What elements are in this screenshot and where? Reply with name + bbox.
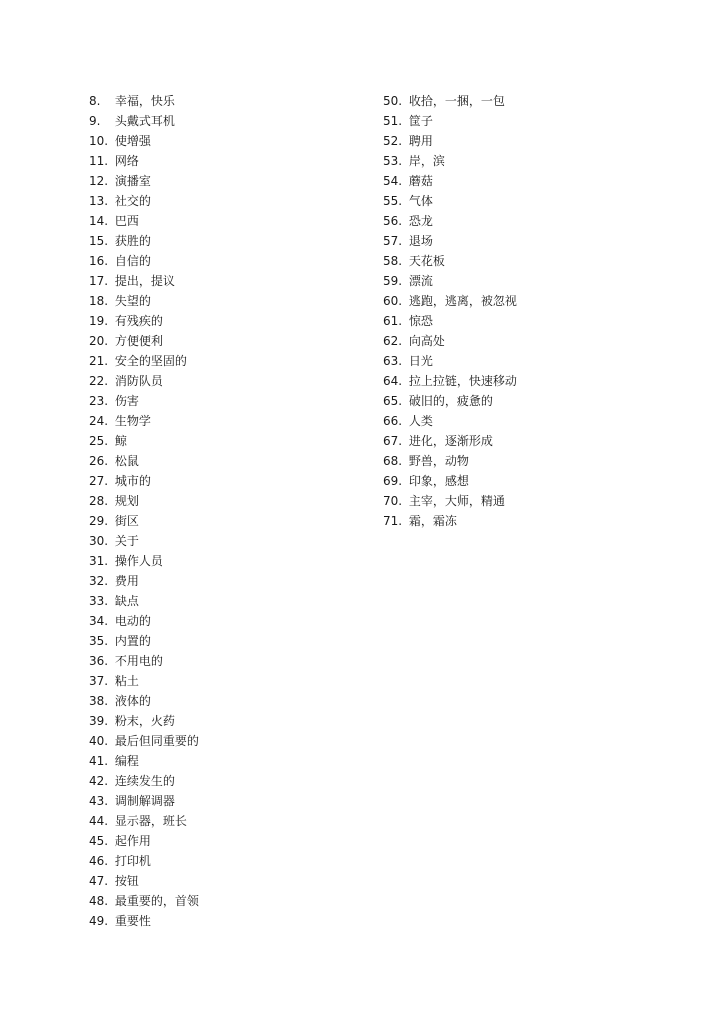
entry-meaning: 粘土 [114, 674, 139, 688]
entry-meaning: 幸福，快乐 [114, 94, 175, 108]
entry-meaning: 伤害 [114, 394, 139, 408]
entry-number: 23. [89, 394, 109, 408]
entry-meaning: 收拾，一捆，一包 [408, 94, 505, 108]
entry-meaning: 巴西 [114, 214, 139, 228]
entry-number: 67. [383, 434, 403, 448]
entry-number: 15. [89, 234, 109, 248]
entry-number: 54. [383, 174, 403, 188]
vocabulary-entry [89, 291, 199, 311]
vocabulary-entry [383, 511, 517, 531]
vocabulary-entry [89, 811, 199, 831]
entry-number: 9. [89, 114, 101, 128]
entry-meaning: 野兽，动物 [408, 454, 469, 468]
entry-number: 45. [89, 834, 109, 848]
vocabulary-entry [383, 491, 517, 511]
entry-meaning: 调制解调器 [114, 794, 175, 808]
entry-meaning: 破旧的，疲惫的 [408, 394, 493, 408]
entry-number: 59. [383, 274, 403, 288]
vocabulary-entry [89, 851, 199, 871]
vocabulary-entry [383, 151, 517, 171]
entry-number: 68. [383, 454, 403, 468]
entry-number: 60. [383, 294, 403, 308]
vocabulary-entry [89, 691, 199, 711]
vocabulary-entry [383, 231, 517, 251]
vocabulary-entry [89, 731, 199, 751]
entry-number: 33. [89, 594, 109, 608]
entry-meaning: 操作人员 [114, 554, 163, 568]
vocabulary-entry [89, 671, 199, 691]
vocabulary-entry [89, 551, 199, 571]
entry-meaning: 城市的 [114, 474, 151, 488]
vocabulary-entry [383, 411, 517, 431]
vocabulary-entry [89, 751, 199, 771]
vocabulary-entry [383, 131, 517, 151]
entry-number: 46. [89, 854, 109, 868]
entry-meaning: 街区 [114, 514, 139, 528]
entry-number: 47. [89, 874, 109, 888]
entry-number: 20. [89, 334, 109, 348]
vocabulary-entry [383, 291, 517, 311]
entry-meaning: 网络 [114, 154, 139, 168]
entry-number: 8. [89, 94, 101, 108]
vocabulary-entry [89, 911, 199, 931]
vocabulary-entry [383, 171, 517, 191]
entry-number: 42. [89, 774, 109, 788]
entry-meaning: 打印机 [114, 854, 151, 868]
entry-number: 32. [89, 574, 109, 588]
vocabulary-entry [383, 391, 517, 411]
entry-meaning: 漂流 [408, 274, 433, 288]
vocabulary-list-right [383, 91, 517, 531]
entry-number: 53. [383, 154, 403, 168]
entry-meaning: 使增强 [114, 134, 151, 148]
entry-number: 52. [383, 134, 403, 148]
entry-number: 34. [89, 614, 109, 628]
entry-number: 18. [89, 294, 109, 308]
entry-meaning: 岸，滨 [408, 154, 445, 168]
vocabulary-entry [89, 891, 199, 911]
entry-number: 25. [89, 434, 109, 448]
entry-number: 17. [89, 274, 109, 288]
vocabulary-entry [89, 471, 199, 491]
entry-number: 36. [89, 654, 109, 668]
entry-number: 63. [383, 354, 403, 368]
entry-number: 70. [383, 494, 403, 508]
vocabulary-entry [89, 531, 199, 551]
entry-meaning: 社交的 [114, 194, 151, 208]
entry-number: 57. [383, 234, 403, 248]
vocabulary-entry [89, 631, 199, 651]
entry-meaning: 连续发生的 [114, 774, 175, 788]
vocabulary-entry [89, 111, 199, 131]
entry-number: 69. [383, 474, 403, 488]
entry-number: 12. [89, 174, 109, 188]
vocabulary-entry [89, 331, 199, 351]
entry-meaning: 霜，霜冻 [408, 514, 457, 528]
entry-meaning: 筐子 [408, 114, 433, 128]
entry-meaning: 聘用 [408, 134, 433, 148]
entry-number: 31. [89, 554, 109, 568]
entry-number: 64. [383, 374, 403, 388]
entry-meaning: 拉上拉链，快速移动 [408, 374, 517, 388]
entry-number: 43. [89, 794, 109, 808]
entry-meaning: 自信的 [114, 254, 151, 268]
entry-number: 21. [89, 354, 109, 368]
entry-number: 24. [89, 414, 109, 428]
entry-number: 40. [89, 734, 109, 748]
entry-number: 29. [89, 514, 109, 528]
entry-meaning: 不用电的 [114, 654, 163, 668]
vocabulary-entry [89, 871, 199, 891]
entry-meaning: 气体 [408, 194, 433, 208]
entry-number: 39. [89, 714, 109, 728]
entry-meaning: 向高处 [408, 334, 445, 348]
vocabulary-entry [89, 411, 199, 431]
vocabulary-entry [383, 311, 517, 331]
entry-number: 11. [89, 154, 109, 168]
entry-number: 37. [89, 674, 109, 688]
entry-meaning: 起作用 [114, 834, 151, 848]
entry-meaning: 印象，感想 [408, 474, 469, 488]
entry-number: 55. [383, 194, 403, 208]
entry-meaning: 蘑菇 [408, 174, 433, 188]
vocabulary-entry [89, 591, 199, 611]
entry-number: 49. [89, 914, 109, 928]
entry-number: 30. [89, 534, 109, 548]
vocabulary-entry [383, 111, 517, 131]
entry-meaning: 最重要的，首领 [114, 894, 199, 908]
vocabulary-entry [383, 211, 517, 231]
vocabulary-entry [383, 191, 517, 211]
entry-meaning: 鲸 [114, 434, 127, 448]
vocabulary-entry [89, 371, 199, 391]
entry-number: 10. [89, 134, 109, 148]
entry-meaning: 获胜的 [114, 234, 151, 248]
entry-number: 26. [89, 454, 109, 468]
entry-meaning: 液体的 [114, 694, 151, 708]
entry-number: 48. [89, 894, 109, 908]
entry-number: 28. [89, 494, 109, 508]
vocabulary-entry [89, 771, 199, 791]
vocabulary-entry [89, 171, 199, 191]
entry-meaning: 日光 [408, 354, 433, 368]
entry-meaning: 有残疾的 [114, 314, 163, 328]
vocabulary-entry [89, 251, 199, 271]
vocabulary-entry [89, 511, 199, 531]
vocabulary-entry [383, 91, 517, 111]
vocabulary-entry [383, 371, 517, 391]
entry-number: 13. [89, 194, 109, 208]
entry-meaning: 显示器，班长 [114, 814, 187, 828]
entry-meaning: 费用 [114, 574, 139, 588]
entry-number: 19. [89, 314, 109, 328]
entry-meaning: 规划 [114, 494, 139, 508]
entry-number: 38. [89, 694, 109, 708]
vocabulary-entry [89, 231, 199, 251]
entry-meaning: 电动的 [114, 614, 151, 628]
entry-meaning: 方便便利 [114, 334, 163, 348]
vocabulary-entry [89, 611, 199, 631]
entry-number: 50. [383, 94, 403, 108]
entry-meaning: 恐龙 [408, 214, 433, 228]
entry-meaning: 退场 [408, 234, 433, 248]
entry-number: 62. [383, 334, 403, 348]
entry-meaning: 失望的 [114, 294, 151, 308]
entry-number: 56. [383, 214, 403, 228]
entry-number: 66. [383, 414, 403, 428]
entry-number: 27. [89, 474, 109, 488]
entry-meaning: 按钮 [114, 874, 139, 888]
entry-number: 58. [383, 254, 403, 268]
vocabulary-entry [89, 831, 199, 851]
vocabulary-entry [383, 471, 517, 491]
vocabulary-entry [89, 131, 199, 151]
vocabulary-entry [383, 271, 517, 291]
entry-number: 16. [89, 254, 109, 268]
vocabulary-list-left [89, 91, 199, 931]
vocabulary-entry [89, 271, 199, 291]
entry-meaning: 安全的坚固的 [114, 354, 187, 368]
entry-number: 22. [89, 374, 109, 388]
vocabulary-entry [89, 791, 199, 811]
vocabulary-entry [383, 331, 517, 351]
vocabulary-entry [383, 451, 517, 471]
entry-meaning: 关于 [114, 534, 139, 548]
entry-meaning: 主宰，大师，精通 [408, 494, 505, 508]
entry-meaning: 天花板 [408, 254, 445, 268]
vocabulary-entry [89, 191, 199, 211]
vocabulary-entry [89, 391, 199, 411]
vocabulary-entry [89, 91, 199, 111]
entry-meaning: 最后但同重要的 [114, 734, 199, 748]
entry-meaning: 生物学 [114, 414, 151, 428]
vocabulary-entry [383, 251, 517, 271]
entry-number: 14. [89, 214, 109, 228]
vocabulary-entry [89, 311, 199, 331]
entry-number: 61. [383, 314, 403, 328]
entry-number: 65. [383, 394, 403, 408]
entry-meaning: 松鼠 [114, 454, 139, 468]
entry-meaning: 内置的 [114, 634, 151, 648]
entry-meaning: 逃跑，逃离，被忽视 [408, 294, 517, 308]
entry-meaning: 人类 [408, 414, 433, 428]
vocabulary-entry [89, 491, 199, 511]
vocabulary-entry [89, 351, 199, 371]
vocabulary-entry [89, 151, 199, 171]
entry-meaning: 惊恐 [408, 314, 433, 328]
entry-meaning: 粉末，火药 [114, 714, 175, 728]
entry-number: 41. [89, 754, 109, 768]
vocabulary-entry [89, 211, 199, 231]
entry-meaning: 头戴式耳机 [114, 114, 175, 128]
entry-number: 71. [383, 514, 403, 528]
entry-meaning: 编程 [114, 754, 139, 768]
vocabulary-entry [89, 431, 199, 451]
vocabulary-entry [383, 351, 517, 371]
entry-meaning: 进化，逐渐形成 [408, 434, 493, 448]
entry-number: 44. [89, 814, 109, 828]
vocabulary-entry [89, 451, 199, 471]
entry-meaning: 重要性 [114, 914, 151, 928]
vocabulary-entry [89, 711, 199, 731]
vocabulary-entry [383, 431, 517, 451]
entry-meaning: 消防队员 [114, 374, 163, 388]
entry-number: 35. [89, 634, 109, 648]
vocabulary-entry [89, 571, 199, 591]
vocabulary-entry [89, 651, 199, 671]
entry-meaning: 缺点 [114, 594, 139, 608]
entry-number: 51. [383, 114, 403, 128]
entry-meaning: 演播室 [114, 174, 151, 188]
entry-meaning: 提出，提议 [114, 274, 175, 288]
